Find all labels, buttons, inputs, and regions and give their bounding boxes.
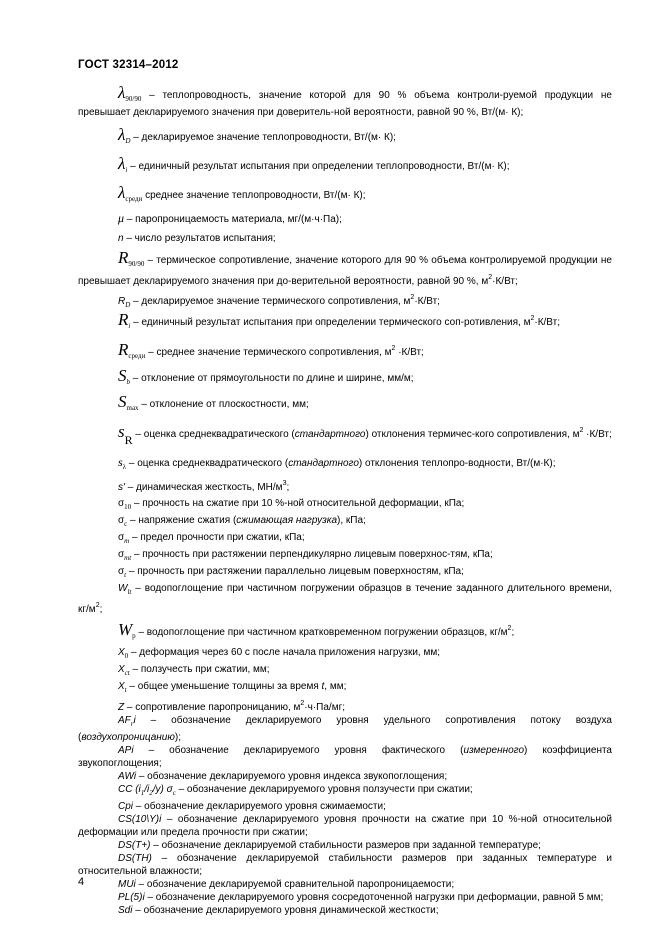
symbol: λ [118,125,126,144]
list-item [78,878,612,891]
symbol: σ [118,566,125,577]
symbol: DS(T+) [118,840,151,851]
definition: – обозначение декларируемой стабильности размеров при заданных температуре и относительной влажности; [78,853,612,877]
symbol: Z [118,702,125,713]
definition-end: ; [511,627,515,638]
symbol: σ [118,532,125,543]
list-item [78,697,612,714]
definition-end: ·ч·Па/мг; [304,702,345,713]
definition-italic: измеренного [463,745,525,756]
symbol: λ [118,154,126,173]
definition: – декларируемое значение термического сопротивления, м [130,296,411,307]
list-item [78,663,612,680]
symbol-cont: i [133,715,136,726]
symbol: S [118,392,127,411]
definition: – обозначение декларируемой сравнительной паропроницаемости; [135,879,455,890]
symbol-subscript: среди [125,195,143,203]
symbol-subscript: 10 [124,503,132,511]
list-item [78,125,612,148]
symbol: μ [118,211,125,225]
symbol: DS(TH) [118,853,152,864]
definition: – отклонение от прямоугольности по длине и ширине, мм/м; [130,373,414,384]
symbol: W [118,583,128,594]
list-item [78,312,612,333]
symbol-cont: /y) σ [152,784,173,795]
symbol-subscript: среди [128,352,146,360]
symbol: MUi [118,879,136,890]
symbol: s [118,422,125,441]
definition-cont: ) отклонения термичес-кого сопротивления, м [365,429,580,440]
symbol-subscript: max [126,404,139,412]
definition: – напряжение сжатия ( [127,515,237,526]
symbol-subscript: c [172,789,176,797]
symbol: σ [118,549,125,560]
list-item [78,83,612,119]
list-item [78,154,612,177]
definition: – единичный результат испытания при определении теплопроводности, Вт/(м· К); [127,161,510,172]
list-item [78,424,612,447]
definition: – термическое сопротивление, значение которого для 90 % объема контролируемой продукции не превышает декларируемого значения при до-верительной вероятности, равной 90 %, м [78,255,612,287]
symbol-subscript: R [124,433,133,447]
definition-end: ), кПа; [337,515,366,526]
symbol-subscript: D [125,301,131,309]
list-item [78,839,612,852]
definition: – водопоглощение при частичном кратковременном погружении образцов, кг/м [135,627,508,638]
definition-italic: стандартного [288,458,359,469]
list-item [78,497,612,514]
list-item [78,680,612,697]
document-header: ГОСТ 32314–2012 [78,59,179,71]
definition: – обозначение декларируемого уровня удельного сопротивления потоку воздуха ( [78,715,612,743]
definition: – обозначение декларируемого уровня сосредоточенной нагрузки при деформации, равной 5 мм; [144,892,604,903]
definition-end: ·К/Вт; [583,429,612,440]
symbol: σ [118,515,125,526]
symbol: X [118,647,125,658]
list-item [78,548,612,565]
list-item [78,342,612,363]
symbol-subscript: p [132,632,136,640]
symbol-subscript: m [124,537,130,545]
symbol: Sdi [118,905,133,916]
symbol-subscript: r [130,720,134,728]
definition: – общее уменьшение толщины за время [126,681,322,692]
symbol-subscript: i [125,166,128,174]
symbol-subscript: λ [122,463,127,471]
list-item [78,531,612,548]
list-item [78,291,612,312]
symbol-subscript: 90/90 [125,95,142,103]
symbol: σ [118,498,125,509]
symbol-subscript: c [124,520,128,528]
definition-end: ; [99,604,103,615]
symbol-cont: /i [144,784,150,795]
list-item [78,582,612,616]
symbol: S [118,366,127,385]
definition: – оценка среднеквадратического ( [132,429,295,440]
definition-italic: t [321,681,325,692]
superscript: 2 [95,602,100,609]
definition: – ползучесть при сжатии, мм; [129,664,270,675]
list-item [78,477,612,494]
superscript: 2 [391,345,396,352]
symbols-list [78,83,612,917]
list-item [78,183,612,206]
definition: – обозначение декларируемой стабильности размеров при заданной температуре; [150,840,541,851]
definition-italic: стандартного [294,429,366,440]
symbol: n [118,233,124,244]
list-item [78,366,612,389]
superscript: 2 [488,274,493,281]
definition: – оценка среднеквадратического ( [126,458,289,469]
symbol: CC (i [118,784,141,795]
symbol-subscript: t [124,571,127,579]
superscript: 2 [530,315,535,322]
definition: – обозначение декларируемого уровня фактического ( [133,745,464,756]
symbol: R [118,248,129,267]
definition: – предел прочности при сжатии, кПа; [129,532,305,543]
definition: – обозначение декларируемого уровня индекса звукопоглощения; [136,771,448,782]
definition-cont: ) отклонения теплопро-водности, Вт/(м·К); [358,458,556,469]
definition: среднее значение теплопроводности, Вт/(м· К); [142,190,366,201]
definition-end: ) коэффициента звукопоглощения; [78,745,612,769]
definition-end: ·К/Вт; [492,276,518,287]
symbol-subscript: 1 [140,789,145,797]
symbol: CS(10\Y)i [118,814,162,825]
symbol: AWi [118,771,137,782]
definition: – единичный результат испытания при определении термического соп-ротивления, м [130,317,531,328]
symbol-subscript: b [126,378,130,386]
symbol: W [118,620,133,639]
definition: – водопоглощение при частичном погружении образцов в течение заданного длительного времени, кг/м [78,583,612,615]
symbol-subscript: D [125,137,131,145]
symbol-subscript: 90/90 [128,260,145,268]
list-item [78,783,612,800]
list-item [78,770,612,783]
symbol: AF [118,715,131,726]
symbol: s [118,455,123,469]
definition-end: , мм; [324,681,347,692]
list-item [78,212,612,226]
superscript: 2 [300,700,305,707]
definition: – декларируемое значение теплопроводности, Вт/(м· К); [130,132,396,143]
definition: – прочность при растяжении перпендикулярно лицевым поверхнос-тям, кПа; [131,549,493,560]
symbol-subscript: lt [127,588,132,596]
definition-italic: сжимающая нагрузка [236,515,338,526]
symbol: APi [118,745,134,756]
definition: – обозначение декларируемого уровня ползучести при сжатии; [175,784,473,795]
superscript: 2 [507,625,512,632]
symbol: X [118,681,125,692]
definition-end: ·К/Вт; [414,296,440,307]
list-item [78,813,612,839]
symbol-subscript: ct [124,669,130,677]
definition-end: ·К/Вт; [395,347,424,358]
symbol-subscript: 2 [149,789,153,797]
symbol-subscript: i [128,322,131,330]
symbol-subscript: 0 [124,652,129,660]
definition-end: ; [286,482,290,493]
symbol: R [118,296,126,307]
list-item [78,744,612,770]
list-item [78,514,612,531]
superscript: 2 [410,294,415,301]
list-item [78,456,612,474]
symbol: R [118,310,129,329]
list-item [78,622,612,643]
list-item [78,392,612,415]
list-item [78,891,612,904]
definition: – среднее значение термического сопротивления, м [145,347,392,358]
symbol-subscript: mt [124,554,132,562]
definition: – паропроницаемость материала, мг/(м·ч·Па); [124,214,342,225]
definition: – теплопроводность, значение которой для 90 % объема контроли-руемой продукции не превышает декларируемого значения при доверитель-ной вероятности, равной 90 %, Вт/(м· К); [78,90,612,118]
list-item [78,248,612,288]
definition: – прочность на сжатие при 10 %-ной относительной деформации, кПа; [131,498,465,509]
symbol: PL(5)i [118,892,145,903]
list-item [78,852,612,878]
list-item [78,646,612,663]
list-item [78,904,612,917]
definition: – прочность при растяжении параллельно лицевым поверхностям, кПа; [126,566,464,577]
list-item [78,800,612,813]
definition: – динамическая жесткость, МН/м [124,482,283,493]
symbol: s' [118,482,125,493]
superscript: 3 [282,480,287,487]
definition-end: ); [174,732,181,743]
definition: – деформация через 60 с после начала приложения нагрузки, мм; [128,647,440,658]
symbol: R [118,340,129,359]
symbol: Cpi [118,801,134,812]
symbol: λ [118,183,126,202]
page-number: 4 [78,876,85,888]
definition: – обозначение декларируемого уровня прочности на сжатие при 10 %-ной относительной деформации или предела прочности при сжатии; [78,814,612,838]
definition: – число результатов испытания; [123,233,276,244]
definition: – отклонение от плоскостности, мм; [138,399,309,410]
list-item [78,232,612,245]
definition-end: ·К/Вт; [534,317,560,328]
symbol: X [118,664,125,675]
definition: – обозначение декларируемого уровня динамической жесткости; [132,905,439,916]
symbol-subscript: t [124,686,127,694]
symbol: λ [118,83,126,102]
superscript: 2 [579,427,584,434]
definition: – сопротивление паропроницанию, м [124,702,301,713]
list-item [78,565,612,582]
definition-italic: воздухопроницанию [81,732,175,743]
list-item [78,714,612,744]
definition: – обозначение декларируемого уровня сжимаемости; [133,801,386,812]
